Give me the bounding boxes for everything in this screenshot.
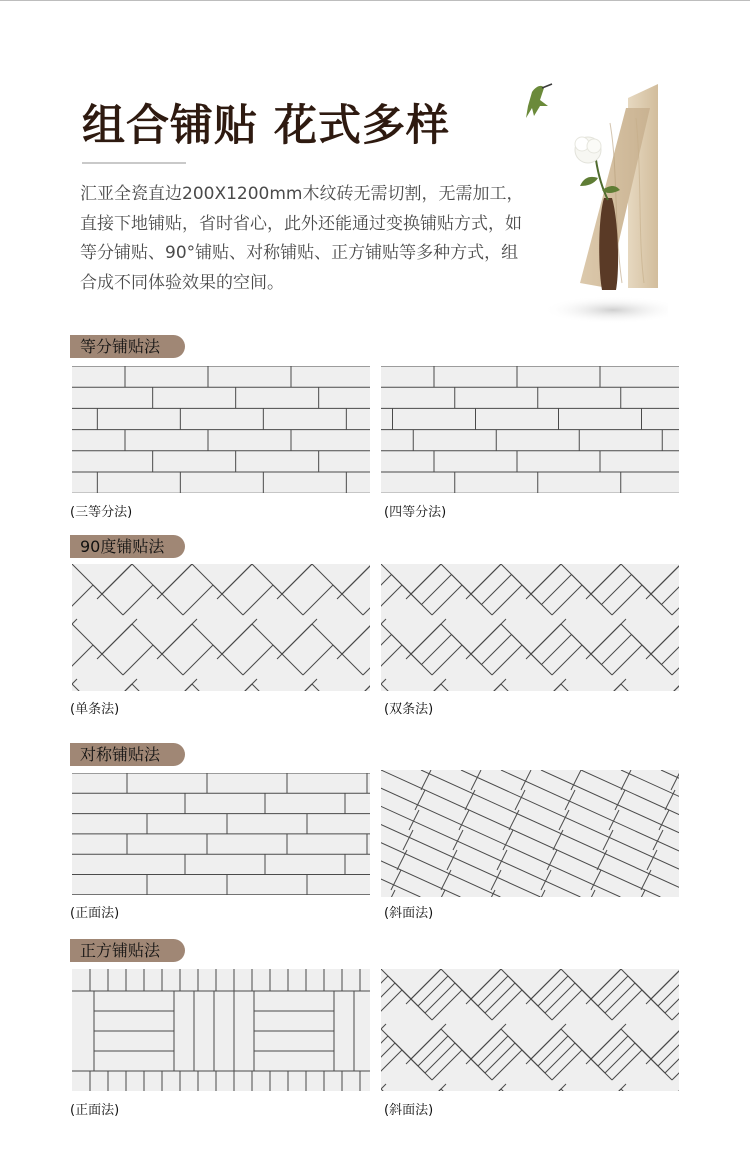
tile-pattern-svg [72,773,370,895]
hummingbird-shape [526,86,548,118]
product-decor-image [518,78,668,328]
title-underline [82,162,186,164]
tile-pattern-svg [381,969,679,1091]
page-title: 组合铺贴 花式多样 [82,101,450,151]
tile-pattern-svg [72,564,370,691]
tile-surface [72,564,370,691]
caption-symmetric-front: (正面法) [70,906,120,921]
pattern-four-equal [381,366,679,493]
pattern-single-herringbone [72,564,370,691]
tile-pattern-svg [72,366,370,493]
caption-square-diagonal: (斜面法) [384,1103,434,1118]
section-label-90deg: 90度铺贴法 [70,535,185,558]
hero-description: 汇亚全瓷直边200X1200mm木纹砖无需切割，无需加工，直接下地铺贴，省时省心，此外还能通过变换铺贴方式，如等分铺贴、90°铺贴、对称铺贴、正方铺贴等多种方式，组合成不同体验效果的空间。 [80,184,524,293]
caption-four-equal: (四等分法) [384,505,447,520]
tile-pattern-svg [381,366,679,493]
tile-pattern-svg [381,770,679,897]
pattern-symmetric-diagonal [381,770,679,897]
top-divider [0,0,750,1]
pattern-square-front [72,969,370,1091]
caption-single: (单条法) [70,702,120,717]
pattern-three-equal [72,366,370,493]
shadow-shape [543,296,668,324]
pattern-double-herringbone [381,564,679,691]
section-label-square: 正方铺贴法 [70,939,185,962]
caption-square-front: (正面法) [70,1103,120,1118]
tile-pattern-svg [381,564,679,691]
tile-surface [381,564,679,691]
caption-three-equal: (三等分法) [70,505,133,520]
pattern-square-diagonal [381,969,679,1091]
tile-surface [381,770,679,897]
tile-pattern-svg [72,969,370,1091]
section-label-symmetric: 对称铺贴法 [70,743,185,766]
caption-double: (双条法) [384,702,434,717]
section-label-equal: 等分铺贴法 [70,335,185,358]
tile-surface [72,969,370,1091]
pattern-symmetric-front [72,773,370,895]
caption-symmetric-diagonal: (斜面法) [384,906,434,921]
